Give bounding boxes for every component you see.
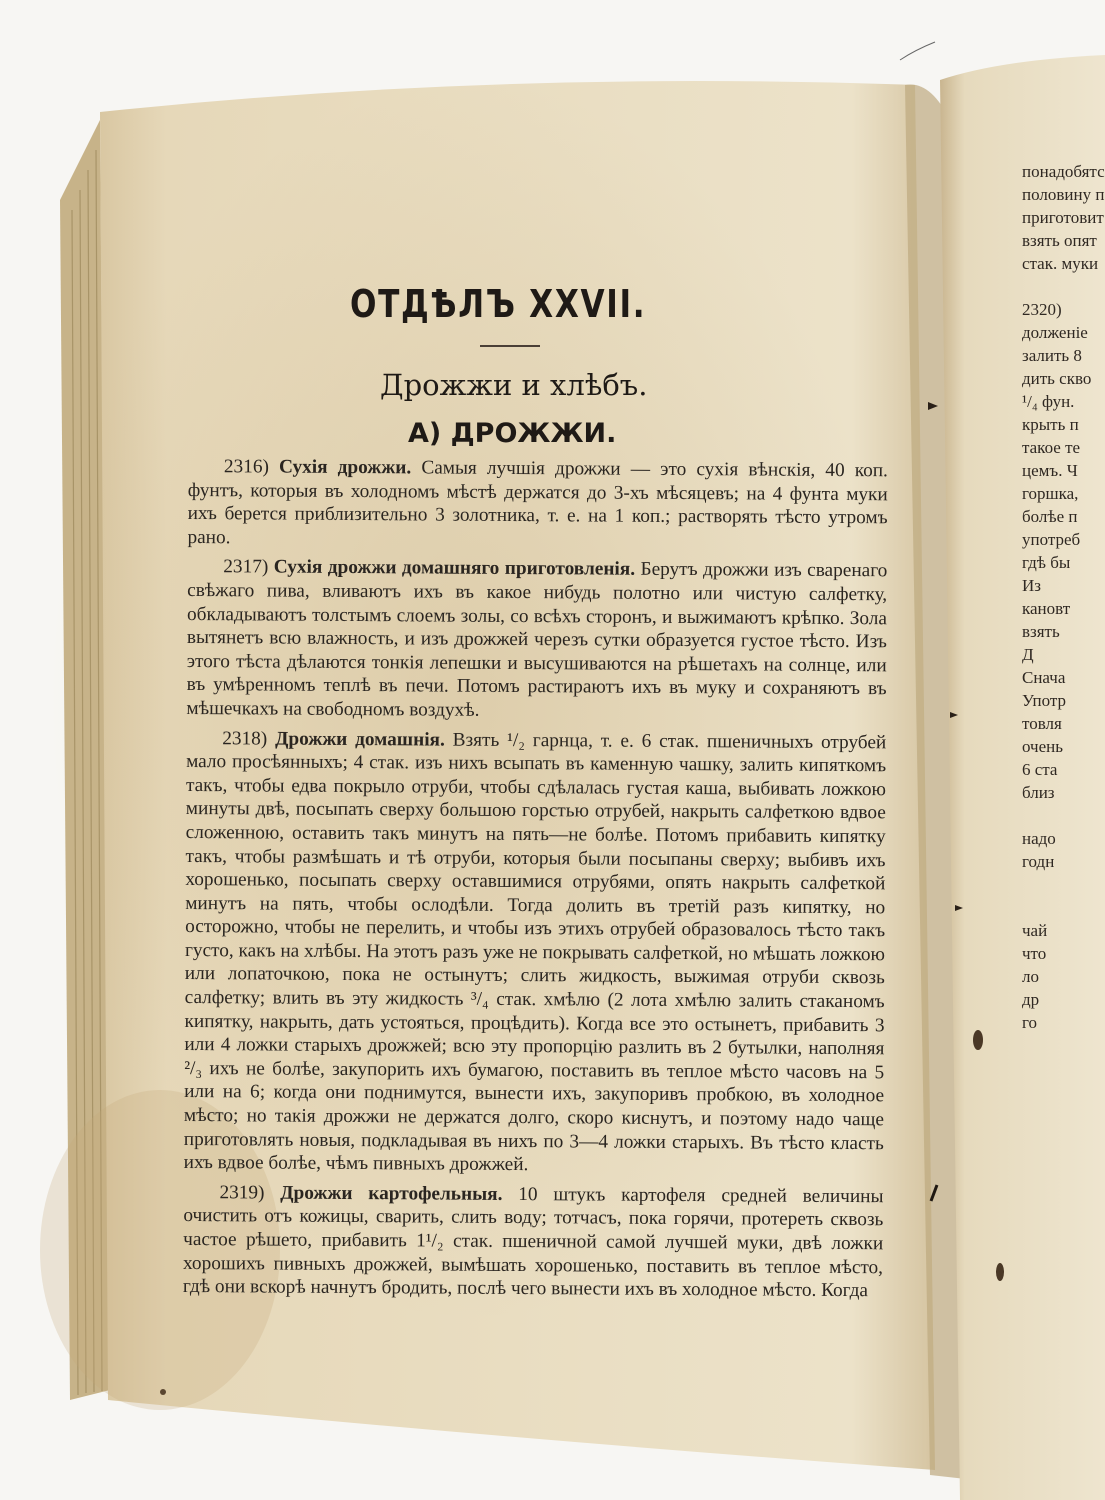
- entry-title: Сухія дрожжи.: [278, 456, 412, 479]
- right-page-line: товля: [1022, 714, 1062, 733]
- entry-text: Взять ¹/₂ гарнца, т. е. 6 стак. пшеничныхъ отрубей мало просѣянныхъ; 4 стак. изъ нихъ всыпать въ каменную чашку, залить кипяткомъ такъ, чтобы едва покрыло отруби, чтобы сдѣлалась густая каша, выбивать ложкою минуты двѣ, посыпать сверху большою горстью отрубей, накрыть салфеткою вдвое сложенною, оставить такъ минутъ на пять—не болѣе. Потомъ прибавить кипятку такъ, чтобы размѣшать и тѣ отруби, которыя были посыпаны сверху; выбивъ ихъ хорошенько, посыпать сверху оставшимися отрубями, опять накрыть салфеткой минутъ на пять, чтобы ослодѣли. Тогда долить въ третій разъ кипятку, но осторожно, чтобы не перелить, и чтобы изъ этихъ отрубей образовалось тѣсто такъ густо, какъ на хлѣбы. На этотъ разъ уже не покрывать салфеткой, но мѣшать ложкою или лопаточкою, пока не остынутъ; слить жидкость, выжимая отруби сквозь салфетку; влить въ эту жидкость ³/₄ стак. хмѣлю (2 лота хмѣлю залить стаканомъ кипятку, накрыть, дать устояться, процѣдить). Когда все это остынетъ, прибавить 3 или 4 ложки старыхъ дрожжей; всю эту пропорцію разлить въ 2 бутылки, наполняя ²/₃ ихъ не болѣе, закупорить ихъ бумагою, поставить въ теплое мѣсто часовъ на 5 или на 6; когда они поднимутся, вынести ихъ, закупоривъ пробкою, въ холодное мѣсто; но такія дрожжи не держатся долго, скоро киснутъ, и поэтому надо чаще приготовлять новыя, подкладывая въ нихъ по 3—4 ложки старыхъ. Въ тѣсто класть ихъ вдвое болѣе, чѣмъ пивныхъ дрожжей.: [183, 729, 887, 1176]
- right-page-line: дить скво: [1022, 369, 1092, 388]
- right-page-line: взять опят: [1022, 231, 1097, 250]
- right-page-line: [1022, 275, 1105, 298]
- recipe-entry: [184, 727, 887, 1180]
- right-page-line: 6 ста: [1022, 760, 1058, 779]
- right-page-line: годн: [1022, 852, 1055, 871]
- recipe-entries: [183, 455, 888, 1309]
- entry-title: Дрожжи домашнія.: [275, 728, 445, 751]
- right-page-line: ло: [1022, 967, 1039, 986]
- right-page-line: 2320): [1022, 300, 1062, 319]
- right-page-line: [1022, 873, 1105, 896]
- right-page-line: Из: [1022, 576, 1041, 595]
- recipe-entry: [186, 555, 887, 724]
- right-page-line: горшка,: [1022, 484, 1079, 503]
- entry-text: 10 штукъ картофеля средней величины очистить отъ кожицы, сварить, слить воду; тотчасъ, пока горячи, протереть сквозь частое рѣшето, прибавить 1¹/₂ стак. пшеничной самой лучшей муки, двѣ ложки хорошихъ пивныхъ дрожжей, вымѣшать хорошенько, поставить въ теплое мѣсто, гдѣ они вскорѣ начнутъ бродить, послѣ чего вынести ихъ въ холодное мѣсто. Когда: [182, 1183, 884, 1302]
- right-page-line: Д: [1022, 645, 1034, 664]
- right-page-text: [1022, 160, 1105, 1034]
- right-page-line: очень: [1022, 737, 1064, 756]
- right-page-line: ¹/₄ фун.: [1022, 392, 1075, 411]
- thread: [900, 42, 935, 60]
- binding-hole: [996, 1263, 1004, 1281]
- right-page-line: залить 8: [1022, 346, 1082, 365]
- spot: [160, 1389, 166, 1395]
- right-page-line: Снача: [1022, 668, 1066, 687]
- chapter-title: Дрожжи и хлѣбъ.: [380, 368, 648, 402]
- right-page-line: взять: [1022, 622, 1060, 641]
- entry-text: Берутъ дрожжи изъ сваренаго свѣжаго пива, вливаютъ ихъ въ какое нибудь полотно или чистую салфетку, обкладываютъ толстымъ слоемъ золы, со всѣхъ сторонъ, и выжимаютъ крѣпко. Зола вытянетъ всю влажность, и изъ дрожжей черезъ сутки образуется густое тѣсто. Изъ этого тѣста дѣлаются тонкія лепешки и высушиваются на рѣшетахъ на солнце, или въ умѣренномъ теплѣ въ печи. Потомъ растираютъ ихъ въ муку и сохраняютъ въ мѣшечкахъ на свободномъ воздухѣ.: [186, 559, 888, 721]
- right-page-line: гдѣ бы: [1022, 553, 1071, 572]
- right-page-line: надо: [1022, 829, 1056, 848]
- subsection-heading: А) ДРОЖЖИ.: [408, 418, 617, 449]
- right-page-line: долженіе: [1022, 323, 1088, 342]
- entry-number: 2319): [219, 1182, 265, 1204]
- entry-title: Сухія дрожжи домашняго приготовленія.: [273, 556, 636, 581]
- entry-number: 2316): [223, 456, 269, 478]
- recipe-entry: [187, 455, 888, 554]
- right-page-line: приготовит: [1022, 208, 1104, 227]
- recipe-entry: [183, 1181, 884, 1303]
- right-page-line: [1022, 896, 1105, 919]
- right-page-line: болѣе п: [1022, 507, 1078, 526]
- right-page-line: что: [1022, 944, 1047, 963]
- entry-text: Самыя лучшія дрожжи — это сухія вѣнскія, 40 коп. фунтъ, которыя въ холодномъ мѣстѣ держатся до 3-хъ мѣсяцевъ; на 4 фунта муки ихъ берется приблизительно 3 золотника, т. е. на 1 коп.; растворять тѣсто утромъ рано.: [187, 457, 888, 549]
- entry-number: 2317): [223, 556, 269, 578]
- entry-title: Дрожжи картофельныя.: [280, 1182, 503, 1205]
- right-page-line: [1022, 804, 1105, 827]
- right-page-line: употреб: [1022, 530, 1081, 549]
- right-page-line: др: [1022, 990, 1040, 1009]
- heading-divider: [480, 345, 540, 347]
- section-heading: ОТДѢЛЪ XXVII.: [350, 282, 647, 326]
- right-page-line: стак. муки: [1022, 254, 1099, 273]
- right-page-line: цемъ. Ч: [1022, 461, 1078, 480]
- right-page-line: Употр: [1022, 691, 1067, 710]
- right-page-line: кановт: [1022, 599, 1071, 618]
- right-page-line: такое те: [1022, 438, 1081, 457]
- right-page-line: чай: [1022, 921, 1048, 940]
- right-page-line: го: [1022, 1013, 1038, 1032]
- binding-hole: [973, 1030, 983, 1050]
- right-page-line: крыть п: [1022, 415, 1079, 434]
- entry-number: 2318): [222, 727, 268, 750]
- right-page-line: близ: [1022, 783, 1055, 802]
- right-page-line: понадобятс: [1022, 162, 1105, 181]
- right-page-line: половину п: [1022, 185, 1105, 204]
